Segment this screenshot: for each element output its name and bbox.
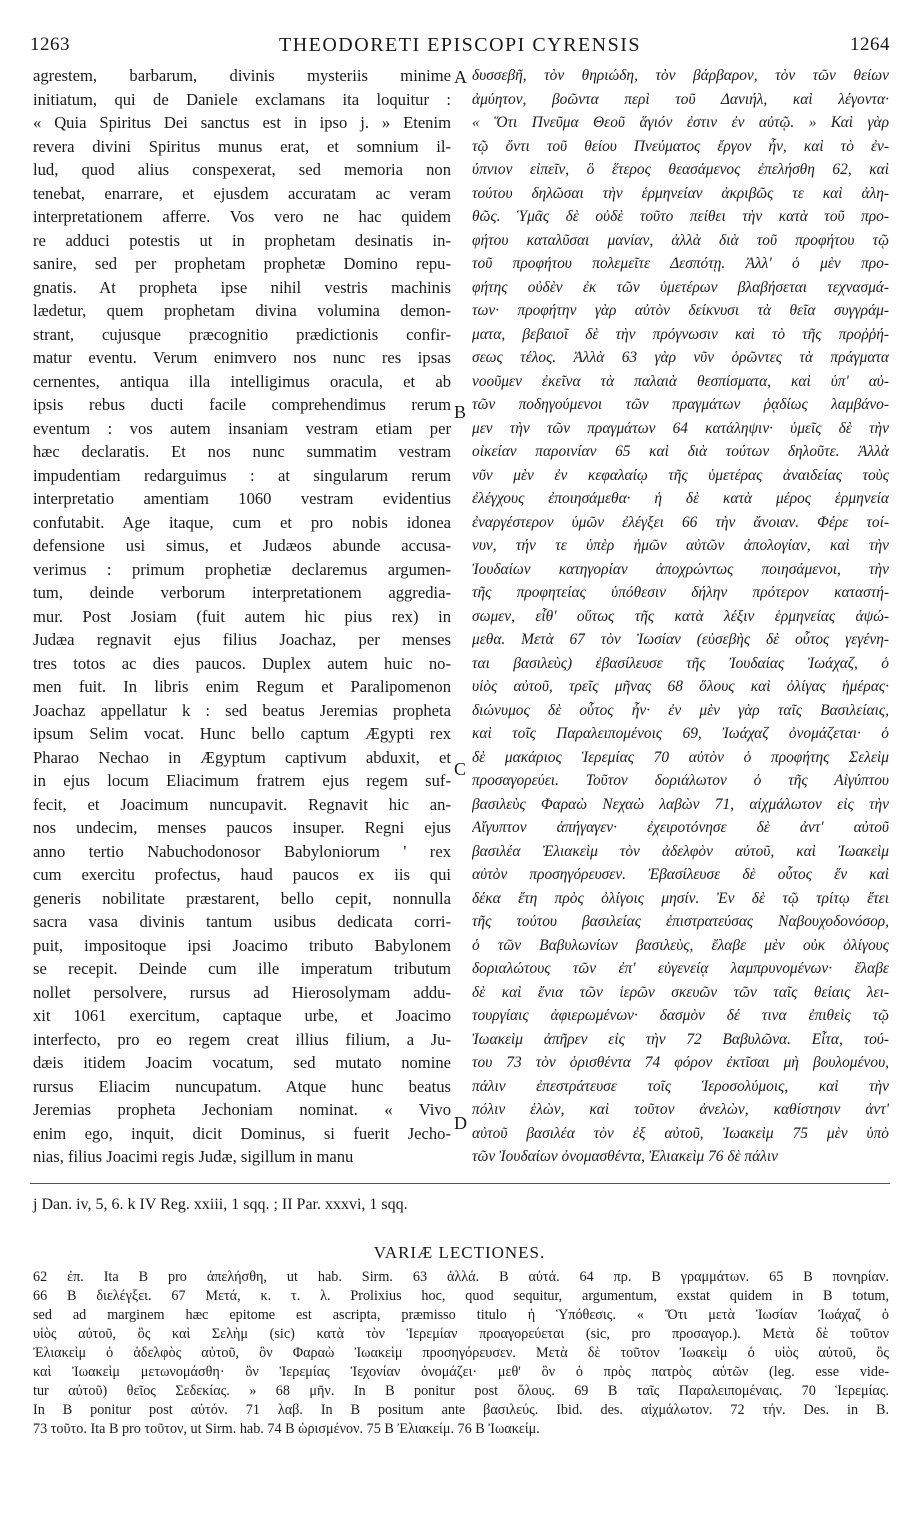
latin-text-line: mur. Post Josiam (fuit autem hic pius rex) in	[33, 606, 451, 626]
greek-text-line: φήτης οὐδὲν ἐκ τῶν ὑμετέρων βλαβήσεται τεχνασμά-	[472, 278, 889, 296]
variae-lectiones-notes	[33, 1268, 889, 1439]
greek-text-line: νοοῦμεν ἐκεῖνα τὰ παλαιὰ θεσπίσματα, καὶ ὑπ' αὐ-	[472, 372, 889, 390]
greek-text-line: μεν τὴν τῶν πραγμάτων 64 κατάληψιν· ὑμεῖς δὲ τὴν	[472, 419, 889, 437]
variant-note-line: sed ad marginem hæc epitome est ascripta, præmisso titulo ἡ Ὑπόθεσις. « Ὅτι μετὰ Ἰωσίαν Ἰωάχαζ ὁ	[33, 1307, 889, 1323]
running-title: THEODORETI EPISCOPI CYRENSIS	[278, 34, 642, 56]
greek-text-line: ἐλέγχους ἐποιησάμεθα· ἡ δὲ κατὰ μέρος ἑρμηνεία	[472, 490, 889, 507]
greek-text-line: ἀμύητον, βοῶντα περὶ τοῦ Δανιήλ, καὶ λέγοντα·	[472, 90, 889, 108]
greek-text-line: ἐναργέστερον ὑμῶν ἐλέγξει 66 τὴν ἄνοιαν. Φέρε τοί-	[472, 513, 889, 531]
variant-note-line: Ἐλιακεὶμ ὁ ἀδελφὸς αὐτοῦ, ὃν Φαραὼ Ἰωακεὶμ προσηγόρευσεν. Μετὰ δὲ τοῦτον Ἰωακεὶμ ὁ υἱὸς αὐτοῦ, ὃς	[33, 1345, 889, 1361]
variant-note-line: καὶ Ἰωακεὶμ μετωνομάσθη· ὃν Ἱερεμίας Ἰεχονίαν ὀνομάζει· μεθ' ὃν ὁ πρὸς πατρὸς αὐτῶν (leg. esse vide-	[33, 1364, 889, 1380]
greek-text-line: δέκα ἔτη πρὸς ὀλίγοις μησίν. Ἐν δὲ τῷ τρίτῳ ἔτει	[472, 889, 889, 907]
section-mark-c: C	[454, 759, 467, 779]
greek-text-line: σωμεν, εἶθ' οὕτως τῆς κατὰ λέξιν ἑρμηνείας ἁψώ-	[472, 607, 889, 625]
greek-text-line: « Ὅτι Πνεῦμα Θεοῦ ἅγιόν ἐστιν ἐν αὐτῷ. » Καὶ γὰρ	[472, 114, 889, 131]
greek-text-line: τουργίαις ἀφιερωμένων· δασμὸν δέ τινα ἐπιθεὶς τῷ	[472, 1007, 889, 1024]
greek-text-line: τῶν Ἰουδαίων ὀνομασθέντα, Ἐλιακεὶμ 76 δὲ πάλιν	[472, 1148, 778, 1165]
section-mark-a: A	[454, 67, 467, 87]
greek-text-line: προσαγορεύει. Τοῦτον δοριάλωτον ὁ τῆς Αἰγύπτου	[472, 772, 889, 789]
latin-text-line: Jeremias propheta Jechoniam nominat. « Vivo	[33, 1100, 451, 1119]
latin-column	[33, 64, 451, 1169]
greek-text-line: τῶν ποδηγούμενοι τῶν πραγμάτων ῥᾳδίως λαμβάνο-	[472, 396, 889, 413]
latin-text-line: enim ego, inquit, dicit Dominus, si fuerit Jecho-	[33, 1123, 451, 1143]
variant-note-line: 66 B διελέγξει. 67 Μετά, κ. τ. λ. Prolixius hoc, quod sequitur, argumentum, exstat quidem in B totum,	[33, 1288, 889, 1304]
greek-text-line: σεως τέλος. Ἀλλὰ 63 γὰρ νῦν ὁρῶντες τὰ πράγματα	[472, 349, 889, 366]
latin-text-line: nollet persolvere, rursus ad Hierosolymam addu-	[33, 982, 451, 1002]
latin-text-line: lud, quod alius conspexerat, sed memoria non	[33, 160, 451, 179]
latin-text-line: xit 1061 exercitum, captaque urbe, et Joacimo	[33, 1006, 451, 1025]
greek-text-line: πάλιν ἐπεστράτευσε τοῖς Ἱεροσολύμοις, καὶ τὴν	[472, 1077, 889, 1095]
latin-text-line: gnatis. At propheta ipse nihil vestris machinis	[33, 277, 451, 297]
greek-text-line: τούτου δηλῶσαι τὴν ἑρμηνείαν ἀκριβῶς τε καὶ ἀλη-	[472, 184, 889, 202]
greek-text-line: αὐτὸν προσηγόρευσεν. Ἐβασίλευσε δὲ οὗτος ἕν καὶ	[472, 866, 889, 883]
greek-text-line: πόλιν ἑλὼν, καὶ τοῦτον ἀνελὼν, καθίστησιν ἀντ'	[472, 1101, 889, 1118]
greek-text-line: φήτου καταλῦσαι μανίαν, ἀλλὰ διὰ τοῦ προφήτου τῷ	[472, 231, 889, 249]
greek-text-line: νυν, τήν τε ὑπὲρ ἡμῶν αὐτῶν ἀπολογίαν, καὶ τὴν	[472, 537, 889, 554]
latin-text-line: generis nobilitate præstarent, bello cepit, nonnulla	[33, 888, 451, 908]
variant-note-line: 62 ἐπ. Ita B pro ἀπελήσθη, ut hab. Sirm. 63 ἀλλά. B αὐτά. 64 πρ. B γραμμάτων. 65 B πονηρίαν.	[33, 1269, 889, 1285]
latin-text-line: ipsum Selim vocat. Hunc bello captum Ægypti rex	[33, 724, 451, 743]
greek-text-line: του 73 τὸν ὁρισθέντα 74 φόρον ἐκτῖσαι μὴ βουλομένου,	[472, 1054, 889, 1071]
latin-text-line: cum exercitu profectus, haud paucos ex iis qui	[33, 865, 451, 884]
latin-text-line: Judæa regnavit ejus filius Joachaz, per menses	[33, 630, 451, 649]
greek-text-line: βασιλέα Ἐλιακεὶμ τὸν ἀδελφὸν αὐτοῦ, καὶ Ἰωακεὶμ	[472, 842, 889, 860]
latin-text-line: tenebat, enarrare, et ejusdem accuratam ac veram	[33, 183, 451, 203]
latin-text-line: men fuit. In libris enim Regum et Paralipomenon	[33, 677, 451, 696]
latin-text-line: cernentes, antiqua illa intelligimus oracula, et ab	[33, 371, 451, 391]
latin-text-line: anno tertio Nabuchodonosor Babyloniorum ' rex	[33, 841, 451, 861]
greek-text-line: διώνυμος δὲ οὗτος ἦν· ἐν μὲν γὰρ ταῖς Βασιλείαις,	[472, 701, 889, 719]
latin-text-line: interpretatio amentiam 1060 vestram evidentius	[33, 489, 451, 508]
greek-text-line: Ἰουδαίων κατηγορίαν ἀποχρώντως ποιησάμενοι, τὴν	[472, 560, 889, 578]
latin-text-line: se recepit. Deinde cum ille imperatum tributum	[33, 959, 451, 978]
greek-text-line: των· προφήτην γὰρ αὐτὸν δείκνυσι τὰ θεῖα συγγράμ-	[472, 302, 889, 319]
latin-text-line: re adduci potestis ut in prophetam desinatis in-	[33, 230, 451, 250]
greek-text-line: Ἰωακεὶμ ἀπῆρεν εἰς τὴν 72 Βαβυλῶνα. Εἶτα, τού-	[472, 1030, 889, 1048]
latin-text-line: dæis itidem Joacim vocatum, sed mutato nomine	[33, 1053, 451, 1072]
greek-text-line: οἰκείαν παροινίαν 65 καὶ διὰ τούτων δηλοῦτε. Ἀλλὰ	[472, 443, 889, 460]
greek-text-line: θῶς. Ὑμᾶς δὲ οὐδὲ τοῦτο πείθει τὴν κατὰ τοῦ προ-	[472, 208, 889, 225]
latin-text-line: nias, filius Joacimi regis Judæ, sigillum in manu	[33, 1147, 354, 1166]
latin-text-line: eventum : vos autem insaniam vestram etiam per	[33, 418, 451, 438]
greek-text-line: καὶ τοῖς Παραλειπομένοις 69, Ἰωάχαζ ὀνομάζεται· ὁ	[472, 725, 889, 742]
section-mark-d: D	[454, 1113, 467, 1133]
variant-note-line: tur αὐτοῦ) θεῖος Σεδεκίας. » 68 μῆν. In B ponitur post ὅλους. 69 B ταῖς Παραλειπομέναις. 70 Ἱερεμίας.	[33, 1383, 889, 1399]
latin-text-line: impudentiam redarguimus : at singularum rerum	[33, 465, 451, 485]
greek-text-line: ύπνιον εἰπεῖν, ὃ ἕτερος θεασάμενος ἐπελήσθη 62, καὶ	[472, 161, 889, 178]
latin-text-line: hæc declaratis. Et nos nunc summatim vestram	[33, 442, 451, 461]
greek-text-line: βασιλεὺς Φαραὼ Νεχαὼ λαβὼν 71, αἰχμάλωτον εἰς τὴν	[472, 795, 889, 813]
page-number-left: 1263	[30, 34, 70, 55]
latin-text-line: sacra vasa divinis tantum usibus dedicata corri-	[33, 912, 451, 931]
footnote-rule	[30, 1183, 890, 1184]
greek-text-line: αὐτοῦ βασιλέα τὸν ἐξ αὐτοῦ, Ἰωακεὶμ 75 μὲν ὑπὸ	[472, 1124, 889, 1142]
greek-text-line: ματα, βεβαιοῖ δὲ τὴν πρόγνωσιν καὶ τὸ τῆς προῤῥή-	[472, 325, 889, 343]
variant-note-line: 73 τοῦτο. Ita B pro τοῦτον, ut Sirm. hab. 74 B ὡρισμένον. 75 B Ἐλιακείμ. 76 B Ἰωακείμ.	[33, 1421, 540, 1437]
latin-text-line: ipsis rebus ducti facile comprehendimus rerum	[33, 395, 451, 414]
variant-note-line: υἱὸς αὐτοῦ, ὃς καὶ Σελὴμ (sic) κατὰ τὸν Ἱερεμίαν προαγορεύεται (sic, pro προσαγορ.). Μετὰ δὲ τοῦτον	[33, 1326, 889, 1342]
latin-text-line: puit, impositoque ipsi Joacimo tributo Babylonem	[33, 935, 451, 955]
greek-text-line: τῆς προφητείας ὑπόθεσιν δήλην πρότερον καταστή-	[472, 584, 889, 601]
greek-text-line: τοῦ προφήτου πολεμεῖτε Δεσπότῃ. Ἀλλ' ὁ μὲν προ-	[472, 255, 889, 272]
latin-text-line: Pharao Nechao in Ægyptum captivum abduxit, et	[33, 747, 451, 767]
latin-text-line: Joachaz appellatur k : sed beatus Jeremias propheta	[33, 700, 451, 720]
latin-text-line: interpretationem afferre. Vos vero ne hac quidem	[33, 207, 451, 226]
greek-text-line: νῦν μὲν ἐν κεφαλαίῳ τῆς ὑμετέρας ἀναιδείας τοὺς	[472, 466, 889, 484]
greek-text-line: τῷ ὄντι τοῦ θείου Πνεύματος ἔργον ἦν, καὶ τὸ ἐν-	[472, 137, 889, 155]
greek-text-line: δοριαλώτους τῶν ἐπ' εὐγενείᾳ λαμπρυνομένων· ἔλαβε	[472, 960, 889, 977]
latin-text-line: in ejus locum Eliacimum fratrem ejus regem suf-	[33, 771, 451, 790]
latin-text-line: confutabit. Age itaque, cum et pro nobis idonea	[33, 512, 451, 532]
greek-text-line: τῆς τούτου βασιλείας ἐπιστρατεύσας Ναβουχοδονόσορ,	[472, 913, 889, 930]
greek-text-line: δυσσεβῆ, τὸν θηριώδη, τὸν βάρβαρον, τὸν τῶν θείων	[472, 67, 889, 84]
greek-column	[472, 64, 889, 1169]
latin-text-line: verimus : primum prophetiæ declaremus argumen-	[33, 559, 451, 579]
page-number-right: 1264	[850, 34, 890, 55]
greek-text-line: Αἴγυπτον ἀπήγαγεν· ἐχειροτόνησε δὲ ἀντ' αὐτοῦ	[472, 819, 889, 836]
variae-lectiones-heading: VARIÆ LECTIONES.	[373, 1243, 546, 1262]
greek-text-line: ται βασιλεὺς) ἐβασίλευσε τῆς Ἰουδαίας Ἰωάχαζ, ὁ	[472, 654, 889, 672]
greek-text-line: ὁ τῶν Βαβυλωνίων βασιλεὺς, ἔλαβε μὲν οὐκ ὀλίγους	[472, 936, 889, 954]
latin-text-line: rursus Eliacim nuncupatum. Atque hunc beatus	[33, 1076, 451, 1096]
latin-text-line: tum, deinde verborum interpretationem aggredia-	[33, 583, 451, 602]
variant-note-line: In B ponitur post αὐτόν. 71 λαβ. In B positum ante βασιλεύς. Ibid. des. αἰχμάλωτον. 72 τήν. Des. in B.	[33, 1402, 889, 1418]
greek-text-line: μεθα. Μετὰ 67 τὸν Ἰωσίαν (εὐσεβὴς δὲ οὗτος γεγένη-	[472, 631, 889, 648]
latin-text-line: defensione usi simus, et Judæos abunde accusa-	[33, 536, 451, 555]
latin-text-line: revera divini Spiritus munus erat, et somnium il-	[33, 136, 451, 156]
latin-text-line: agrestem, barbarum, divinis mysteriis minime	[33, 66, 451, 85]
latin-text-line: tres totos ac dies paucos. Duplex autem huic no-	[33, 653, 451, 673]
latin-text-line: sanire, sed per prophetam prophetæ Domino repu-	[33, 254, 451, 273]
latin-text-line: nos undecim, menses paucos insuper. Regni ejus	[33, 818, 451, 837]
greek-text-line: υἱὸς αὐτοῦ, τρεῖς μῆνας 68 ὅλους καὶ ὀλίγας ἡμέρας·	[472, 678, 889, 695]
greek-text-line: δὲ καὶ ἔνια τῶν ἱερῶν σκευῶν τῶν ταῖς θείαις λει-	[472, 983, 889, 1001]
latin-text-line: initiatum, qui de Daniele exclamans ita loquitur :	[33, 89, 451, 109]
page-header	[30, 34, 890, 64]
latin-text-line: interfecto, pro eo regem creat illius filium, a Ju-	[33, 1029, 451, 1049]
scripture-footnotes: j Dan. iv, 5, 6. k IV Reg. xxiii, 1 sqq. ; II Par. xxxvi, 1 sqq.	[33, 1196, 408, 1213]
latin-text-line: matur eventu. Verum enimvero nos nunc res ipsas	[33, 348, 451, 367]
section-mark-b: B	[454, 402, 467, 422]
greek-text-line: δὲ μακάριος Ἱερεμίας 70 αὐτὸν ὁ προφήτης Σελεὶμ	[472, 748, 889, 766]
latin-text-line: lædetur, quem prophetam divina volumina demon-	[33, 301, 451, 320]
latin-text-line: fecit, et Joacimum nuncupavit. Regnavit hic an-	[33, 794, 451, 814]
latin-text-line: « Quia Spiritus Dei sanctus est in ipso j. » Etenim	[33, 113, 451, 132]
latin-text-line: strant, cujusque præcognitio prædictionis confir-	[33, 324, 451, 344]
